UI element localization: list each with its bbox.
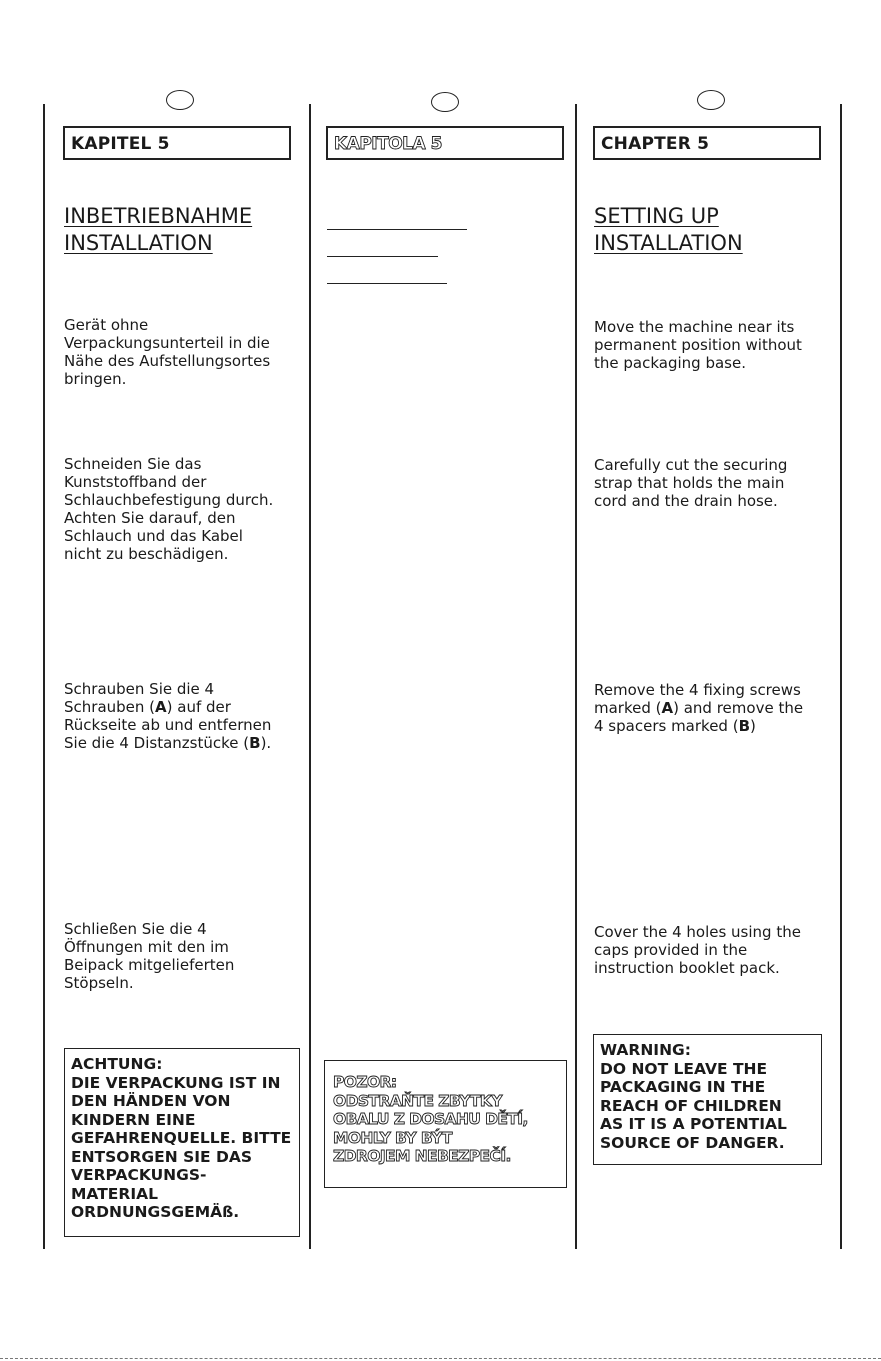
language-circle-czech xyxy=(431,92,459,112)
step-1-english: Move the machine near its permanent position without the packaging base. xyxy=(594,318,802,372)
step-3-english: Remove the 4 fixing screws marked (A) and remove the 4 spacers marked (B) xyxy=(594,681,804,735)
section-heading-german-line1: INBETRIEBNAHME xyxy=(64,204,253,228)
step-2-english: Carefully cut the securing strap that holds the main cord and the drain hose. xyxy=(594,456,788,510)
section-heading-english-line2: INSTALLATION xyxy=(594,231,743,255)
step-2-german: Schneiden Sie das Kunststoffband der Schlauchbefestigung durch. Achten Sie darauf, den Schlauch und das Kabel nicht zu beschädigen. xyxy=(64,455,274,563)
column-divider-2 xyxy=(575,104,577,1249)
column-divider-1 xyxy=(309,104,311,1249)
section-heading-german-line2: INSTALLATION xyxy=(64,231,213,255)
column-divider-left xyxy=(43,104,45,1249)
warning-box-english: WARNING: DO NOT LEAVE THE PACKAGING IN THE REACH OF CHILDREN AS IT IS A POTENTIAL SOURCE OF DANGER. xyxy=(593,1034,822,1165)
language-circle-german xyxy=(166,90,194,110)
step-4-german: Schließen Sie die 4 Öffnungen mit den im Beipack mitgelieferten Stöpseln. xyxy=(64,920,235,992)
step-3-german: Schrauben Sie die 4 Schrauben (A) auf der Rückseite ab und entfernen Sie die 4 Distanzstücke (B). xyxy=(64,680,272,752)
column-divider-right xyxy=(840,104,842,1249)
language-circle-english xyxy=(697,90,725,110)
heading-underline-czech-1 xyxy=(327,229,467,230)
page-trim-line xyxy=(0,1358,881,1359)
warning-box-czech: POZOR: ODSTRAŇTE ZBYTKY OBALU Z DOSAHU DĚTÍ, MOHLY BY BÝT ZDROJEM NEBEZPEČÍ. xyxy=(324,1060,567,1188)
section-heading-english-line1: SETTING UP xyxy=(594,204,719,228)
chapter-title-english: CHAPTER 5 xyxy=(593,126,821,160)
step-1-german: Gerät ohne Verpackungsunterteil in die Nähe des Aufstellungsortes bringen. xyxy=(64,316,271,388)
warning-box-german: ACHTUNG: DIE VERPACKUNG IST IN DEN HÄNDEN VON KINDERN EINE GEFAHRENQUELLE. BITTE ENTSORGEN SIE DAS VERPACKUNGS- MATERIAL ORDNUNGSGEMÄß. xyxy=(64,1048,300,1237)
heading-underline-czech-2 xyxy=(327,256,438,257)
chapter-title-german: KAPITEL 5 xyxy=(63,126,291,160)
chapter-title-czech: KAPITOLA 5 xyxy=(326,126,564,160)
heading-underline-czech-3 xyxy=(327,283,447,284)
step-4-english: Cover the 4 holes using the caps provided in the instruction booklet pack. xyxy=(594,923,801,977)
